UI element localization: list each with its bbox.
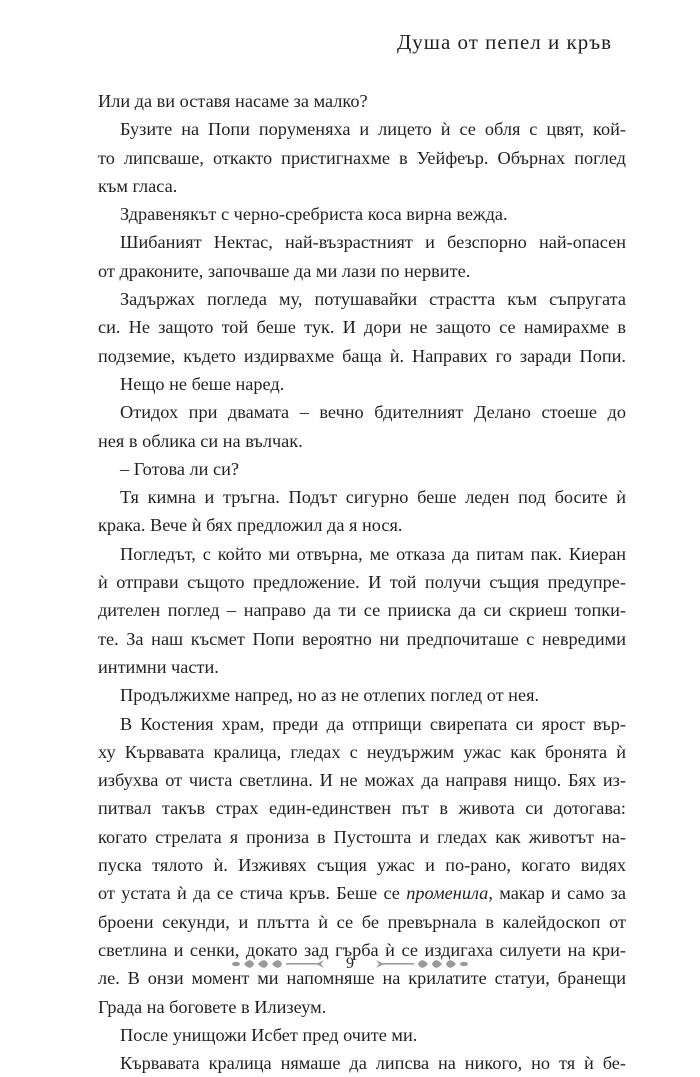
text-segment: , макар и само за	[488, 883, 626, 904]
text-line: те. За наш късмет Попи вероятно ни предпочиташе с невредими	[98, 628, 626, 649]
text-line: Града на боговете в Илизеум.	[98, 996, 327, 1017]
text-segment: от устата ѝ да се стича кръв. Беше се	[98, 883, 400, 904]
page-body	[98, 87, 626, 1077]
text-line: светлина и сенки, докато зад гърба ѝ се издигаха силуети на кри-	[98, 939, 626, 960]
text-line: Бузите на Попи поруменяха и лицето ѝ се обля с цвят, кой-	[120, 119, 626, 140]
text-line: то липсваше, откакто пристигнахме в Уейфеър. Обърнах поглед	[98, 147, 626, 168]
text-line: когато стрелата я прониза в Пустошта и гледах как животът на-	[98, 826, 626, 847]
text-line: Тя кимна и тръгна. Подът сигурно беше леден под босите ѝ	[120, 487, 626, 508]
text-line: ле. В онзи момент ми напомняше на крилатите статуи, бранещи	[98, 968, 626, 989]
left-ornament-icon	[232, 957, 324, 971]
text-line: от драконите, започваше да ми лази по нервите.	[98, 260, 471, 281]
running-head-book-title: Душа от пепел и кръв	[396, 30, 612, 54]
text-line: ѝ отправи същото предложение. И той получи същия предупре-	[98, 572, 626, 593]
text-line: към гласа.	[98, 175, 178, 196]
text-line: интимни части.	[98, 656, 219, 677]
text-line: После унищожи Исбет пред очите ми.	[120, 1024, 418, 1045]
text-line: броени секунди, и плътта ѝ се бе превърнала в калейдоскоп от	[98, 911, 626, 932]
text-line: В Костения храм, преди да отприщи свирепата си ярост вър-	[120, 713, 626, 734]
text-line: Отидох при двамата – вечно бдителният Делано стоеше до	[120, 402, 626, 423]
text-line: Или да ви оставя насаме за малко?	[98, 91, 368, 111]
italic-emphasis: променила	[406, 883, 489, 904]
text-line	[98, 879, 626, 907]
text-line: Кървавата кралица нямаше да липсва на никого, но тя ѝ бе-	[120, 1053, 626, 1074]
text-line: Продължихме напред, но аз не отлепих поглед от нея.	[120, 685, 540, 706]
text-line: – Готова ли си?	[120, 458, 240, 479]
text-line: подземие, където издирвахме баща ѝ. Направих го заради Попи.	[98, 345, 626, 366]
page-footer	[0, 955, 700, 973]
text-line: Шибаният Нектас, най-възрастният и безспорно най-опасен	[120, 232, 626, 253]
right-ornament-icon	[376, 957, 468, 971]
text-line: нея в облика си на вълчак.	[98, 430, 303, 451]
text-line: Погледът, с който ми отвърна, ме отказа да питам пак. Киеран	[120, 543, 626, 564]
text-line: дителен поглед – направо да ти се прииска да си скриеш топки-	[98, 600, 626, 621]
page-number: 9	[346, 955, 354, 972]
text-line: си. Не защото той беше тук. И дори не защото се намирахме в	[98, 317, 626, 338]
text-line: крака. Вече ѝ бях предложил да я нося.	[98, 515, 403, 536]
text-line: пуска тялото ѝ. Изживях същия ужас и по-рано, когато видях	[98, 855, 626, 876]
text-line: Задържах погледа му, потушавайки страстта към съпругата	[120, 289, 626, 310]
text-line: ху Кървавата кралица, гледах с неудържим ужас как бронята ѝ	[98, 741, 626, 762]
text-line: питвал такъв страх един-единствен път в живота си дотогава:	[98, 798, 626, 819]
text-line: избухва от чиста светлина. И не можах да направя нищо. Бях из-	[98, 770, 626, 791]
text-line: Нещо не беше наред.	[120, 373, 285, 394]
text-line: Здравенякът с черно-сребриста коса вирна вежда.	[120, 204, 508, 225]
